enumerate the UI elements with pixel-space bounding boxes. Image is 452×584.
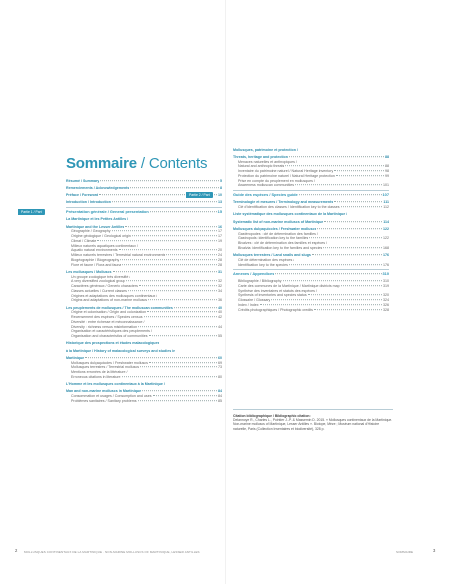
toc-leader-dots <box>113 271 217 272</box>
toc-leader-dots <box>128 290 217 291</box>
toc-page-number: 55 <box>218 334 222 338</box>
toc-leader-dots <box>122 376 217 377</box>
toc-entry-label: Les peuplements de mollusques / The molluscan communities <box>66 305 173 310</box>
toc-entry-label: Awareness molluscan communities <box>238 183 295 188</box>
toc-entry-label: Martinique <box>66 355 85 360</box>
toc-page-number: 168 <box>383 245 389 250</box>
toc-leader-dots <box>100 180 219 181</box>
toc-page-number: 13 <box>218 200 222 205</box>
toc-section-entry <box>233 212 389 217</box>
toc-entry-label: Milieux naturels terrestres / Terrestrial natural environments <box>71 253 166 257</box>
toc-page-number: 28 <box>218 262 222 267</box>
toc-entry-label: Index / Index <box>238 302 259 307</box>
toc-entry-label: Caractères généraux / Generic characters <box>71 284 138 288</box>
toc-leader-dots <box>120 259 217 260</box>
toc-leader-dots <box>132 235 217 236</box>
toc-entry-label: Clé de détermination des espèces / <box>238 257 295 262</box>
toc-leader-dots <box>323 247 382 248</box>
toc-leader-dots <box>295 184 382 185</box>
toc-leader-dots <box>289 156 384 157</box>
toc-section-entry <box>66 200 222 205</box>
toc-leader-dots <box>130 187 219 188</box>
toc-page-number: 112 <box>383 205 389 209</box>
toc-section-entry <box>233 220 389 225</box>
toc-entry-label: Préface / Foreword <box>66 193 99 197</box>
toc-leader-dots <box>324 221 382 222</box>
toc-leader-dots <box>271 299 382 300</box>
toc-page-number: 24 <box>218 253 222 257</box>
toc-entry-label: Géographie / Geography <box>71 229 111 234</box>
toc-leader-dots <box>97 240 217 241</box>
toc-page-number: 32 <box>218 279 222 284</box>
toc-part-heading <box>233 193 389 198</box>
toc-page-number: 32 <box>218 284 222 288</box>
part-divider <box>233 190 389 191</box>
toc-leader-dots <box>285 165 384 166</box>
toc-subentry <box>233 263 389 268</box>
toc-entry-label: Flore et faune / Flora and fauna <box>71 262 122 267</box>
toc-leader-dots <box>149 362 217 363</box>
toc-entry-label: Introduction / Introduction <box>66 200 111 205</box>
toc-page-number: 19 <box>218 238 222 243</box>
toc-page-number: 42 <box>218 315 222 319</box>
toc-page-number: 80 <box>218 374 222 379</box>
toc-section-entry <box>66 341 222 346</box>
toc-entry-label: à la Martinique / History of malacological surveys and studies in <box>66 348 176 353</box>
toc-page-number: 328 <box>383 307 389 312</box>
toc-page-number: 326 <box>383 302 389 307</box>
toc-page-number: 10 <box>218 193 222 197</box>
toc-page-number: 73 <box>218 365 222 370</box>
part-divider <box>66 207 222 208</box>
toc-entry-label: Martinique and the Lesser Antilles <box>66 224 125 229</box>
toc-leader-dots <box>125 226 217 227</box>
toc-entry-label: Résumé / Summary <box>66 178 100 183</box>
toc-page-number: 320 <box>383 293 389 298</box>
toc-leader-dots <box>334 201 382 202</box>
toc-entry-label: La Martinique et les Petites Antilles / <box>66 217 129 222</box>
toc-leader-dots <box>112 201 217 202</box>
toc-page-number: 28 <box>218 257 222 262</box>
toc-leader-dots <box>336 175 384 176</box>
toc-page-number: 84 <box>218 389 222 394</box>
toc-page-number: 16 <box>218 224 222 229</box>
toc-entry-label: L'Homme et les mollusques continentaux à la Martinique / <box>66 382 165 386</box>
toc-leader-dots <box>312 254 382 255</box>
toc-page-number: 31 <box>218 269 222 274</box>
toc-subentry <box>66 334 222 339</box>
toc-page-number: 60 <box>218 355 222 360</box>
toc-entry-label: Man and non-marine molluscs in Martinique <box>66 389 142 394</box>
toc-section-entry <box>66 186 222 191</box>
toc-page-number: 34 <box>218 288 222 293</box>
part-2-tab: Partie 2 / Part <box>186 192 213 198</box>
toc-page-number: 20 <box>218 248 222 253</box>
toc-subentry <box>233 246 389 251</box>
toc-page-number: 176 <box>383 253 389 257</box>
toc-page-number: 15 <box>217 210 222 214</box>
toc-leader-dots <box>309 237 382 238</box>
toc-entry-label: Diversity : richness versus misinformation <box>71 324 138 329</box>
toc-entry-label: Clé d'identification des classes / Identification key to the classes <box>238 205 340 209</box>
toc-leader-dots <box>317 228 382 229</box>
toc-leader-dots <box>275 273 381 274</box>
toc-leader-dots <box>148 299 217 300</box>
toc-leader-dots <box>174 307 217 308</box>
toc-page-number: 5 <box>220 178 222 183</box>
toc-entry-label: Aquatic natural environments <box>71 248 118 253</box>
toc-leader-dots <box>139 285 217 286</box>
toc-entry-label: Liste systématique des mollusques continentaux de la Martinique / <box>233 212 348 217</box>
toc-section-entry <box>66 382 222 387</box>
toc-entry-label: Origine géologique / Geological origin <box>71 234 131 238</box>
toc-entry-label: Erroneous citations in literature <box>71 374 121 379</box>
toc-section-entry <box>66 217 222 222</box>
toc-leader-dots <box>153 395 217 396</box>
toc-page-number: 310 <box>383 279 389 283</box>
toc-leader-dots <box>260 304 382 305</box>
toc-entry-label: Recensement des espèces / Species census <box>71 315 143 319</box>
toc-entry-label: Diversité : entre richesse et méconnaissance / <box>71 319 145 324</box>
toc-section-entry <box>66 349 222 354</box>
right-page-number: 3 <box>433 548 436 553</box>
toc-leader-dots <box>334 170 384 171</box>
toc-leader-dots <box>341 285 382 286</box>
toc-leader-dots <box>341 206 383 207</box>
toc-page-number: 40 <box>218 305 222 310</box>
left-page-number: 2 <box>15 548 18 553</box>
toc-entry-label: Origins and adaptations of non-marine molluscs <box>71 298 148 303</box>
toc-leader-dots <box>147 311 217 312</box>
toc-page-number: 319 <box>383 283 389 288</box>
toc-section-entry <box>66 179 222 184</box>
toc-subentry <box>66 263 222 268</box>
toc-subentry <box>66 375 222 380</box>
toc-page-number: 36 <box>218 298 222 303</box>
part-1-tab: Partie 1 / Part <box>18 209 45 215</box>
toc-entry-label: A very diversified zoological group <box>71 279 126 284</box>
toc-entry-label: Bivalvia: identification key to the families and species <box>238 245 323 250</box>
toc-part-heading <box>66 210 222 215</box>
toc-entry-label: Mollusques terrestres / Terrestrial molluscs <box>71 365 140 370</box>
toc-entry-label: Problèmes sanitaires / Sanitary problems <box>71 398 137 403</box>
toc-entry-label: Threats, heritage and protection <box>233 154 288 159</box>
toc-subentry <box>66 298 222 303</box>
toc-page-number: 17 <box>218 229 222 234</box>
toc-entry-label: Consommation et usages / Consumption and uses <box>71 394 152 398</box>
toc-leader-dots <box>314 309 382 310</box>
toc-leader-dots <box>119 249 217 250</box>
toc-page-number: 88 <box>385 164 389 169</box>
toc-entry-label: Inventaire du patrimoine naturel / Natural Heritage inventory <box>238 169 334 173</box>
citation-body: Delannoye R., Charles L., Pointier J.-P. & Massemin D. 2015. « Mollusques continentaux de la Martinique. Non-marine molluscs of Martinique, Lesser Antilles ». Biotope, Mèze ; Muséum national d'Histoire naturelle, Paris (Collection Inventaires et biodiversité), 328 p. <box>233 418 393 431</box>
toc-entry-label: Biogéographie / Biogeography <box>71 257 120 262</box>
toc-entry-label: Systematic list of non-marine molluscs of Martinique <box>233 219 324 224</box>
toc-entry-label: Historique des prospections et études malacologiques <box>66 341 160 346</box>
toc-leader-dots <box>149 335 217 336</box>
citation-caption: Citation bibliographique / Bibliographic citation: <box>233 414 311 418</box>
toc-page-number: 99 <box>385 173 389 178</box>
toc-subentry <box>233 183 389 188</box>
toc-page-number: 88 <box>385 154 389 159</box>
toc-entry-label: Remerciements / Acknowledgements <box>66 185 130 190</box>
toc-entry-label: Mollusques dulçaquicoles / Freshwater molluscs <box>233 226 317 231</box>
toc-page-number: 107 <box>382 193 389 197</box>
toc-page-number: 176 <box>383 262 389 267</box>
toc-entry-label: Synthèse des inventaires et statuts des espèces / <box>238 288 317 293</box>
toc-entry-label: Mollusques terrestres / Land snails and slugs <box>233 253 311 257</box>
citation-divider <box>233 409 393 410</box>
toc-right-column <box>233 145 389 312</box>
toc-entry-label: Annexes / Appendices <box>233 272 275 277</box>
toc-leader-dots <box>140 366 217 367</box>
page-title: Sommaire / Contents <box>66 155 208 172</box>
toc-entry-label: Organisation and characteristics of communities <box>71 334 148 338</box>
toc-leader-dots <box>142 390 217 391</box>
toc-leader-dots <box>138 400 217 401</box>
toc-page-number: 69 <box>218 360 222 365</box>
toc-leader-dots <box>122 264 217 265</box>
toc-leader-dots <box>166 254 217 255</box>
right-running-footer: SOMMAIRE <box>396 550 414 554</box>
toc-page-number: 98 <box>385 169 389 173</box>
toc-entry-label: Menaces naturelles et anthropiques / <box>238 159 297 164</box>
page-gutter <box>225 0 226 584</box>
toc-entry-label: Classes actuelles / Current classes <box>71 288 127 293</box>
toc-page-number: 122 <box>383 236 389 241</box>
toc-page-number: 114 <box>383 219 389 224</box>
toc-entry-label: Mollusques, patrimoine et protection / <box>233 147 298 152</box>
toc-subentry <box>233 205 389 210</box>
toc-page-number: 8 <box>220 185 222 190</box>
toc-entry-label: Prise en compte du peuplement en mollusques / <box>238 178 315 183</box>
left-running-footer: MOLLUSQUES CONTINENTAUX DE LA MARTINIQUE · NON-MARINE MOLLUSCS OF MARTINIQUE, LESSER ANTILLES <box>24 550 200 554</box>
toc-entry-label: Gastéropodes : clé de détermination des familles / <box>238 231 318 236</box>
toc-entry-label: Terminologie et mesures / Terminology and measurements <box>233 200 334 205</box>
toc-entry-label: Crédits photographiques / Photographic credits <box>238 307 313 312</box>
toc-page-number: 310 <box>382 272 389 277</box>
toc-leader-dots <box>150 211 217 212</box>
bibliographic-citation <box>233 414 393 431</box>
toc-leader-dots <box>289 264 382 265</box>
toc-page-number: 122 <box>383 226 389 231</box>
toc-entry-label: Milieux naturels aquatiques continentaux / <box>71 243 138 248</box>
toc-leader-dots <box>85 357 217 358</box>
toc-entry-label: Guide des espèces / Species guide <box>233 193 298 197</box>
toc-part-heading <box>233 272 389 277</box>
toc-entry-label: Les mollusques / Molluscs <box>66 269 112 274</box>
toc-entry-label: Origines et adaptations des mollusques continentaux / <box>71 293 158 298</box>
toc-leader-dots <box>112 230 217 231</box>
toc-entry-label: Bivalves : clé de détermination des familles et espèces / <box>238 241 328 245</box>
toc-entry-label: Bibliographie / Bibliography <box>238 279 282 283</box>
toc-entry-label: Présentation générale / General presentation <box>66 210 149 214</box>
toc-entry-label: Organisation et caractéristiques des peuplements / <box>71 329 152 334</box>
toc-subentry <box>66 399 222 404</box>
toc-page-number: 85 <box>218 398 222 403</box>
toc-entry-label: Mentions erronées de la littérature / <box>71 370 128 374</box>
toc-entry-label: Gastropods: identification key to the families <box>238 236 309 241</box>
toc-subentry <box>233 308 389 313</box>
toc-entry-label: Synthesis of inventories and species status <box>238 293 307 298</box>
toc-page-number: 17 <box>218 234 222 238</box>
toc-leader-dots <box>126 280 217 281</box>
toc-leader-dots <box>308 294 382 295</box>
toc-page-number: 84 <box>218 394 222 398</box>
toc-entry-label: Glossaire / Glossary <box>238 298 271 302</box>
toc-leader-dots <box>299 194 382 195</box>
toc-entry-label: Identification key to the species <box>238 262 288 267</box>
toc-entry-label: Carte des communes de la Martinique / Martinique districts map <box>238 283 340 288</box>
toc-entry-label: Climat / Climate <box>71 238 97 243</box>
toc-leader-dots <box>144 316 217 317</box>
toc-left-column <box>66 176 222 404</box>
toc-entry-label: Un groupe zoologique très diversifié / <box>71 274 131 279</box>
toc-entry-label: Mollusques dulçaquicoles / Freshwater molluscs <box>71 360 148 365</box>
toc-page-number: 101 <box>383 183 389 188</box>
toc-entry-label: Protection du patrimoine naturel / Natural Heritage protection <box>238 173 335 178</box>
toc-entry-label: Origine et colonisation / Origin and colonization <box>71 310 147 315</box>
toc-section-entry <box>233 148 389 153</box>
toc-page-number: 324 <box>383 298 389 302</box>
toc-leader-dots <box>283 280 382 281</box>
toc-page-number: 40 <box>218 310 222 315</box>
toc-page-number: 111 <box>383 200 389 205</box>
toc-leader-dots <box>138 326 217 327</box>
toc-page-number: 44 <box>218 324 222 329</box>
toc-entry-label: Natural and anthropic threats <box>238 164 285 169</box>
part-divider <box>233 269 389 270</box>
